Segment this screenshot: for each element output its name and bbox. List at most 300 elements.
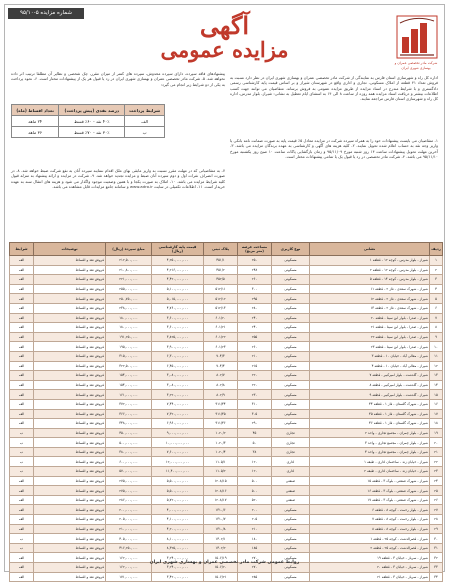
table-cell: ۱۶۲,۰۰۰,۰۰۰ [106, 553, 152, 563]
table-cell: ۶ [430, 303, 443, 313]
table-cell: ۳,۶۰۰,۰۰۰,۰۰۰ [152, 323, 204, 333]
table-cell: فروش نقد و اقساط [34, 294, 106, 304]
table-cell: فروش نقد و اقساط [34, 495, 106, 505]
footer-public-relations: روابط عمومی شرکت مادر تخصصی عمران و بهسازی شهری ایران [149, 560, 300, 565]
table-row [10, 275, 443, 285]
table-cell: شیراز - معالی آباد - خیابان ۱۰ - قطعه ۳ [310, 351, 430, 361]
table-cell: ۸۰۲/۷ [204, 371, 238, 381]
table-cell: شیراز - صدرا - بلوار ابن سینا - قطعه ۲۱ [310, 323, 430, 333]
column-header: توضیحات [34, 243, 106, 256]
table-cell: ۶۰۱/۲۰ [204, 313, 238, 323]
table-cell: شیراز - سرباز - خیابان ۳ - قطعه ۲۱ [310, 572, 430, 582]
table-cell: ۱۹ [430, 428, 443, 438]
table-cell: ۳,۲۲۰,۰۰۰,۰۰۰ [152, 390, 204, 400]
table-cell: ۹,۰۰۰,۰۰۰,۰۰۰ [152, 428, 204, 438]
table-cell: ۷۰۴/۴ [204, 361, 238, 371]
table-cell: ۱۶ [430, 399, 443, 409]
table-cell: صنعتی [272, 486, 310, 496]
paytable-header: درصد نقدی (پیش پرداخت) [59, 105, 125, 116]
table-cell: شیراز - شهرک گلستان - فاز ۱ - قطعه ۴۶ [310, 419, 430, 429]
table-cell: شیراز - سرباز - خیابان ۳ - قطعه ۲۰ [310, 563, 430, 573]
table-cell: ۶۰۰,۰۰۰,۰۰۰ [106, 457, 152, 467]
company-logo-icon [396, 15, 438, 59]
table-cell: ۱۲,۰۰۰,۰۰۰,۰۰۰ [152, 457, 204, 467]
table-cell: ۱۴ [430, 380, 443, 390]
table-cell: شیراز - بلوار چمران - مجتمع تجاری - واحد ۲ [310, 428, 430, 438]
company-logo-text: شرکت مادر تخصصی عمران و بهسازی شهری ایران [394, 61, 438, 70]
table-cell: ۱۳۱۰/۶ [204, 505, 238, 515]
column-header: شرایط [10, 243, 34, 256]
table-cell: شیراز - شهرک سعدی - فاز ۲ - قطعه ۱۱ [310, 284, 430, 294]
table-cell: ۳۸۰,۰۰۰,۰۰۰ [106, 447, 152, 457]
table-cell: ۳,۶۰۰,۰۰۰,۰۰۰ [152, 313, 204, 323]
table-cell: الف [10, 342, 34, 352]
table-row [10, 515, 443, 525]
table-cell: ۲۹ [430, 524, 443, 534]
column-header: قیمت پایه کارشناسی (ریال) [152, 243, 204, 256]
table-row [10, 294, 443, 304]
table-cell: ۳ [430, 275, 443, 285]
table-cell: فروش نقد و اقساط [34, 390, 106, 400]
table-row [10, 256, 443, 266]
paytable-cell: ۴۰٪ نقد - ۶۰٪ قسط [59, 116, 125, 127]
table-cell: ۲۴۸ [238, 265, 272, 275]
table-cell: فروش نقد و اقساط [34, 313, 106, 323]
table-cell: ۲۱۰,۰۰۰,۰۰۰ [106, 524, 152, 534]
table-cell: فروش نقد و اقساط [34, 419, 106, 429]
table-cell: مسکونی [272, 563, 310, 573]
table-row [10, 447, 443, 457]
table-cell: ۲۸۵ [238, 572, 272, 582]
table-cell: فروش نقد و اقساط [34, 467, 106, 477]
table-cell: الف [10, 323, 34, 333]
table-cell: مسکونی [272, 524, 310, 534]
table-cell: شیراز - گلدشت - بلوار امیرکبیر - قطعه ۸ [310, 380, 430, 390]
table-cell: ۳۳ [430, 563, 443, 573]
table-cell: فروش نقد و اقساط [34, 342, 106, 352]
table-cell: فروش نقد و اقساط [34, 361, 106, 371]
table-cell: ۲۱۰ [238, 351, 272, 361]
table-cell: مسکونی [272, 332, 310, 342]
table-cell: ۳۱ [430, 543, 443, 553]
table-cell: مسکونی [272, 419, 310, 429]
table-cell: ۴۵ [238, 428, 272, 438]
table-cell: ۳,۰۸۰,۰۰۰,۰۰۰ [152, 380, 204, 390]
table-cell: ۴,۷۶۰,۰۰۰,۰۰۰ [152, 303, 204, 313]
table-cell: ۲۲۱,۰۰۰,۰۰۰ [106, 275, 152, 285]
table-cell: ۲۹۰ [238, 419, 272, 429]
table-cell: ۳,۲۴۰,۰۰۰,۰۰۰ [152, 553, 204, 563]
table-cell: فروش نقد و اقساط [34, 284, 106, 294]
table-cell: ۳,۸۲۵,۰۰۰,۰۰۰ [152, 332, 204, 342]
table-cell: شیراز - شهرک سعدی - فاز ۲ - قطعه ۱۲ [310, 294, 430, 304]
table-cell: ۸۰۲/۹ [204, 390, 238, 400]
table-cell: ۴۵۱/۲ [204, 265, 238, 275]
table-cell: فروش نقد و اقساط [34, 399, 106, 409]
table-cell: شیراز - شهرک گلستان - فاز ۱ - قطعه ۴۴ [310, 399, 430, 409]
table-cell: ۲۶۰ [238, 342, 272, 352]
table-cell: شیراز - خیابان زند - ساختمان اداری - طبقه ۱ [310, 457, 430, 467]
table-cell: الف [10, 419, 34, 429]
table-cell: فروش نقد و اقساط [34, 486, 106, 496]
table-cell: ۱۰۲۰/۲ [204, 428, 238, 438]
table-cell: ۲۵۵ [238, 332, 272, 342]
table-cell: فروش نقد و اقساط [34, 515, 106, 525]
table-cell: ۷,۴۴۰,۰۰۰,۰۰۰ [152, 399, 204, 409]
table-cell: ۴,۴۲۰,۰۰۰,۰۰۰ [152, 275, 204, 285]
table-cell: ۵,۵۰۰,۰۰۰,۰۰۰ [152, 476, 204, 486]
table-cell: ب [10, 543, 34, 553]
table-cell: الف [10, 256, 34, 266]
table-cell: ۱۳ [430, 371, 443, 381]
table-cell: الف [10, 371, 34, 381]
table-cell: ۷۰۴/۳ [204, 351, 238, 361]
table-cell: ۲۶ [430, 495, 443, 505]
table-cell: ۲۵۰ [238, 256, 272, 266]
table-cell: مسکونی [272, 275, 310, 285]
paytable-cell: ۳۰٪ نقد - ۷۰٪ قسط [59, 127, 125, 138]
table-cell: فروش نقد و اقساط [34, 351, 106, 361]
table-cell: فروش نقد و اقساط [34, 409, 106, 419]
table-cell: الف [10, 572, 34, 582]
table-cell: شیراز - بلوار رحمت - کوچه ۸ - قطعه ۶ [310, 505, 430, 515]
table-cell: ۲۱۰,۸۰۰,۰۰۰ [106, 265, 152, 275]
table-cell: ۴۵۰,۰۰۰,۰۰۰ [106, 428, 152, 438]
table-cell: شیراز - شهرک صنعتی - بلوک ۳ - قطعه ۱۶ [310, 486, 430, 496]
paytable-cell: ۲۴ ماهه [12, 116, 59, 127]
table-cell: ۱۰ [430, 342, 443, 352]
table-cell: الف [10, 294, 34, 304]
table-cell: ۳۰۵ [238, 409, 272, 419]
table-cell: شیراز - بلوار مدرس - کوچه ۱۲ - قطعه ۱ [310, 256, 430, 266]
table-cell: ۴ [430, 284, 443, 294]
table-row [10, 572, 443, 582]
table-row [10, 380, 443, 390]
table-cell: ۲۶۰ [238, 275, 272, 285]
table-cell: الف [10, 476, 34, 486]
table-cell: فروش نقد و اقساط [34, 447, 106, 457]
table-cell: ۳۰ [430, 534, 443, 544]
table-cell: ۲۰۵,۰۰۰,۰۰۰ [106, 515, 152, 525]
table-cell: مسکونی [272, 323, 310, 333]
table-cell: الف [10, 409, 34, 419]
table-cell: ۴,۲۰۰,۰۰۰,۰۰۰ [152, 524, 204, 534]
table-cell: ۲۳۰ [238, 390, 272, 400]
table-row [10, 476, 443, 486]
table-row [10, 505, 443, 515]
column-header: مبلغ سپرده (ریال) [106, 243, 152, 256]
table-cell: ۱۴۰۲/۱ [204, 534, 238, 544]
table-cell: ۶,۳۰۰,۰۰۰,۰۰۰ [152, 351, 204, 361]
table-cell: ۱۵۰۶/۱۹ [204, 553, 238, 563]
table-cell: مسکونی [272, 284, 310, 294]
table-row [10, 323, 443, 333]
table-cell: ۵۷۰,۰۰۰,۰۰۰ [106, 467, 152, 477]
table-cell: مسکونی [272, 265, 310, 275]
table-row [10, 467, 443, 477]
table-cell: الف [10, 380, 34, 390]
paytable-cell: الف [125, 116, 165, 127]
table-cell: تجاری [272, 447, 310, 457]
table-cell: ۳۲۲,۵۰۰,۰۰۰ [106, 361, 152, 371]
conditions-left-bottom: ۷- به متقاضیانی که در مهلت مقرر نسبت به واریز مابقی بهای ملک اقدام ننمایند سپرده آنان به نفع شرکت ضبط خواهد شد. ۸- در صورت انصراف نفرات اول و دوم سپرده آنان ضبط و مزایده تجدید خواهد شد. ۹- شرکت در مزایده و ارائه پیشنهاد به منزله قبول کلیه شرایط مزایده می باشد. ۱۰- املاک به صورت یکجا و با همین وضعیت موجود واگذار می شود و هزینه های انتقال سند به عهده خریدار است. ۱۱- اطلاعات تکمیلی در سایت www.adro.ir و سامانه جامع مزایدات قابل مشاهده می باشد. [11, 168, 225, 189]
table-cell: ۵,۷۲۰,۰۰۰,۰۰۰ [152, 495, 204, 505]
table-cell: ۲۰۵ [238, 515, 272, 525]
table-row [10, 428, 443, 438]
table-row [10, 332, 443, 342]
table-cell: الف [10, 495, 34, 505]
table-cell: شیراز - گلدشت - بلوار امیرکبیر - قطعه ۷ [310, 371, 430, 381]
table-cell: ۲۷ [430, 505, 443, 515]
table-cell: ۲۸۰ [238, 303, 272, 313]
table-row [10, 457, 443, 467]
table-cell: ۲۵ [430, 486, 443, 496]
table-row [10, 361, 443, 371]
table-cell: ۱۴۰۲/۲ [204, 543, 238, 553]
table-cell: ۱۰,۰۰۰,۰۰۰,۰۰۰ [152, 438, 204, 448]
table-cell: الف [10, 284, 34, 294]
table-cell: ۱۵ [430, 390, 443, 400]
table-cell: ۱۲۰۸/۱۶ [204, 486, 238, 496]
table-cell: ۱۳۱۰/۸ [204, 524, 238, 534]
table-cell: ۲۰۰,۰۰۰,۰۰۰ [106, 505, 152, 515]
table-cell: ۲۵۵,۰۰۰,۰۰۰ [106, 284, 152, 294]
table-cell: شیراز - صدرا - بلوار ابن سینا - قطعه ۲۲ [310, 332, 430, 342]
table-cell: ۶۰۱/۲۳ [204, 342, 238, 352]
table-cell: الف [10, 303, 34, 313]
table-cell: الف [10, 553, 34, 563]
table-cell: ۴,۱۰۰,۰۰۰,۰۰۰ [152, 515, 204, 525]
table-cell: فروش نقد و اقساط [34, 572, 106, 582]
table-cell: مسکونی [272, 505, 310, 515]
table-cell: ۱۵۰۶/۲۱ [204, 572, 238, 582]
table-cell: ۵ [430, 294, 443, 304]
table-cell: ب [10, 428, 34, 438]
table-cell: شیراز - بلوار رحمت - کوچه ۸ - قطعه ۷ [310, 515, 430, 525]
table-cell: ۱۱,۴۰۰,۰۰۰,۰۰۰ [152, 467, 204, 477]
table-cell: شیراز - شهرک سعدی - فاز ۲ - قطعه ۱۳ [310, 303, 430, 313]
table-cell: ۲۷۵,۰۰۰,۰۰۰ [106, 476, 152, 486]
table-cell: ۴۵۲/۵ [204, 275, 238, 285]
table-cell: فروش نقد و اقساط [34, 380, 106, 390]
table-cell: ۵۰ [238, 438, 272, 448]
paytable-row [12, 116, 165, 127]
table-cell: فروش نقد و اقساط [34, 457, 106, 467]
table-cell: شیراز - بلوار مدرس - کوچه ۱۲ - قطعه ۲ [310, 265, 430, 275]
table-cell: ۲۵۰,۷۵۰,۰۰۰ [106, 294, 152, 304]
table-cell: الف [10, 361, 34, 371]
table-cell: مسکونی [272, 553, 310, 563]
table-cell: ۲۱ [430, 447, 443, 457]
table-cell: ۱۸۰ [238, 534, 272, 544]
table-cell: الف [10, 515, 34, 525]
table-cell: مسکونی [272, 380, 310, 390]
table-cell: تجاری [272, 438, 310, 448]
table-cell: ۱۲۰ [238, 467, 272, 477]
table-cell: ۲۱۰ [238, 524, 272, 534]
table-cell: ۲۳ [430, 467, 443, 477]
table-cell: ۱۵۴,۰۰۰,۰۰۰ [106, 371, 152, 381]
table-cell: ۱۱ [430, 351, 443, 361]
table-cell: ۳۸ [238, 447, 272, 457]
table-cell: ۹۱۱/۴۶ [204, 419, 238, 429]
table-cell: مسکونی [272, 399, 310, 409]
table-cell: فروش نقد و اقساط [34, 323, 106, 333]
column-header: نوع کاربری [272, 243, 310, 256]
paytable-row [12, 127, 165, 138]
table-cell: ۲۲۰ [238, 380, 272, 390]
table-cell: ۵۱۲/۱۳ [204, 303, 238, 313]
table-cell: ۱۲۰ [238, 457, 272, 467]
table-cell: شیراز - شهرک صنعتی - بلوک ۳ - قطعه ۱۵ [310, 476, 430, 486]
table-cell: فروش نقد و اقساط [34, 265, 106, 275]
page-subtitle: مزایده عمومی [160, 37, 289, 62]
table-row [10, 534, 443, 544]
table-cell: ۹ [430, 332, 443, 342]
table-cell: ۴,۲۵۰,۰۰۰,۰۰۰ [152, 256, 204, 266]
table-cell: ۳,۲۴۰,۰۰۰,۰۰۰ [152, 563, 204, 573]
table-row [10, 399, 443, 409]
table-cell: صنعتی [272, 495, 310, 505]
paytable-header: شرایط پرداخت [125, 105, 165, 116]
table-cell: مسکونی [272, 409, 310, 419]
table-cell: شیراز - صدرا - بلوار ابن سینا - قطعه ۲۳ [310, 342, 430, 352]
table-cell: ۳,۰۸۰,۰۰۰,۰۰۰ [152, 371, 204, 381]
auction-number-badge: شماره مزایده ۵-۹۵/۱۰ [8, 8, 84, 19]
table-cell: شیراز - سرباز - خیابان ۳ - قطعه ۱۹ [310, 553, 430, 563]
table-cell: ۱۳۱۰/۷ [204, 515, 238, 525]
table-cell: ۲۲۰ [238, 371, 272, 381]
table-cell: شیراز - صدرا - بلوار ابن سینا - قطعه ۲۰ [310, 313, 430, 323]
table-cell: فروش نقد و اقساط [34, 256, 106, 266]
table-cell: فروش نقد و اقساط [34, 524, 106, 534]
table-cell: ۲۴۰ [238, 323, 272, 333]
table-cell: ۱۲ [430, 361, 443, 371]
table-cell: ۵۰۰ [238, 486, 272, 496]
table-cell: ۱۷۱,۰۰۰,۰۰۰ [106, 572, 152, 582]
table-cell: ۳۰۰ [238, 284, 272, 294]
table-row [10, 486, 443, 496]
table-row [10, 495, 443, 505]
table-cell: ۴۰۵,۰۰۰,۰۰۰ [106, 534, 152, 544]
table-cell: ۲۸۶,۰۰۰,۰۰۰ [106, 495, 152, 505]
table-cell: شیراز - شهرک گلستان - فاز ۱ - قطعه ۴۵ [310, 409, 430, 419]
table-cell: ۲۴ [430, 476, 443, 486]
table-cell: شیراز - بلوار رحمت - کوچه ۸ - قطعه ۸ [310, 524, 430, 534]
table-cell: فروش نقد و اقساط [34, 563, 106, 573]
table-cell: شیراز - معالی آباد - خیابان ۱۰ - قطعه ۴ [310, 361, 430, 371]
table-cell: الف [10, 313, 34, 323]
table-cell: ۴۱۶,۲۵۰,۰۰۰ [106, 543, 152, 553]
table-cell: فروش نقد و اقساط [34, 428, 106, 438]
table-cell: مسکونی [272, 303, 310, 313]
table-cell: ۲۹۵ [238, 294, 272, 304]
payment-terms-table [11, 104, 165, 138]
column-header: مساحت عرصه (متر مربع) [238, 243, 272, 256]
table-cell: مسکونی [272, 534, 310, 544]
table-cell: ۲۰ [430, 438, 443, 448]
properties-table-header [10, 243, 443, 256]
table-row [10, 342, 443, 352]
table-cell: مسکونی [272, 515, 310, 525]
column-header: پلاک ثبتی [204, 243, 238, 256]
table-cell: ۲۸ [430, 515, 443, 525]
table-cell: ۵۰۰,۰۰۰,۰۰۰ [106, 438, 152, 448]
table-cell: الف [10, 332, 34, 342]
table-cell: مسکونی [272, 371, 310, 381]
paytable-header: تعداد اقساط (ماه) [12, 105, 59, 116]
table-row [10, 313, 443, 323]
table-cell: ۱۲۰۸/۱۷ [204, 495, 238, 505]
table-cell: فروش نقد و اقساط [34, 505, 106, 515]
paytable-cell: ب [125, 127, 165, 138]
table-cell: ۲۴۰ [238, 313, 272, 323]
table-cell: شیراز - بلوار چمران - مجتمع تجاری - واحد ۳ [310, 438, 430, 448]
table-cell: ۱۵۰۶/۲۰ [204, 563, 238, 573]
table-cell: ب [10, 467, 34, 477]
table-cell: ۲۷۰ [238, 563, 272, 573]
table-cell: ۱۹۱,۲۵۰,۰۰۰ [106, 332, 152, 342]
table-cell: مسکونی [272, 256, 310, 266]
table-cell: ۱۱۰۵/۲ [204, 467, 238, 477]
page-title: آگهی [199, 11, 250, 40]
table-cell: ۱۷ [430, 409, 443, 419]
table-cell: فروش نقد و اقساط [34, 553, 106, 563]
table-cell: ۳۲ [430, 553, 443, 563]
table-cell: ۱۹۵,۰۰۰,۰۰۰ [106, 342, 152, 352]
table-cell: ۲۱۲,۵۰۰,۰۰۰ [106, 256, 152, 266]
table-cell: شیراز - بلوار مدرس - کوچه ۱۴ - قطعه ۵ [310, 275, 430, 285]
column-header: ردیف [430, 243, 443, 256]
table-cell: الف [10, 563, 34, 573]
table-cell: ۶۰۱/۲۱ [204, 323, 238, 333]
table-cell: ۳۱۵,۰۰۰,۰۰۰ [106, 351, 152, 361]
table-cell: ۵,۱۰۰,۰۰۰,۰۰۰ [152, 284, 204, 294]
table-cell: ۱۲۰۸/۱۵ [204, 476, 238, 486]
table-cell: ۳۴ [430, 572, 443, 582]
table-cell: صنعتی [272, 476, 310, 486]
properties-table-body [10, 256, 443, 582]
paytable-cell: ۳۶ ماهه [12, 127, 59, 138]
table-cell: ۳۱۰ [238, 399, 272, 409]
table-cell: ۴,۰۰۰,۰۰۰,۰۰۰ [152, 505, 204, 515]
table-cell: فروش نقد و اقساط [34, 275, 106, 285]
table-cell: ۳,۴۲۰,۰۰۰,۰۰۰ [152, 572, 204, 582]
table-cell: فروش نقد و اقساط [34, 534, 106, 544]
table-cell: ۱۱۰۵/۱ [204, 457, 238, 467]
table-row [10, 265, 443, 275]
table-row [10, 409, 443, 419]
table-cell: ۳,۹۰۰,۰۰۰,۰۰۰ [152, 342, 204, 352]
column-header: نشانی [310, 243, 430, 256]
table-cell: مسکونی [272, 342, 310, 352]
table-row [10, 438, 443, 448]
table-cell: ۲۲ [430, 457, 443, 467]
table-cell: ۵۲۰ [238, 495, 272, 505]
table-cell: شیراز - شهرک صنعتی - بلوک ۳ - قطعه ۱۷ [310, 495, 430, 505]
table-cell: ۴۵۱/۱ [204, 256, 238, 266]
table-cell: ۶,۹۶۰,۰۰۰,۰۰۰ [152, 419, 204, 429]
table-cell: شیراز - خیابان زند - ساختمان اداری - طبقه ۲ [310, 467, 430, 477]
table-row [10, 419, 443, 429]
table-cell: ۲۷۰ [238, 553, 272, 563]
table-cell: ۲۷۵,۰۰۰,۰۰۰ [106, 486, 152, 496]
table-cell: فروش نقد و اقساط [34, 332, 106, 342]
table-cell: شیراز - گلدشت - بلوار امیرکبیر - قطعه ۹ [310, 390, 430, 400]
table-cell: الف [10, 399, 34, 409]
table-cell: الف [10, 505, 34, 515]
table-cell: ۹۱۱/۴۴ [204, 399, 238, 409]
